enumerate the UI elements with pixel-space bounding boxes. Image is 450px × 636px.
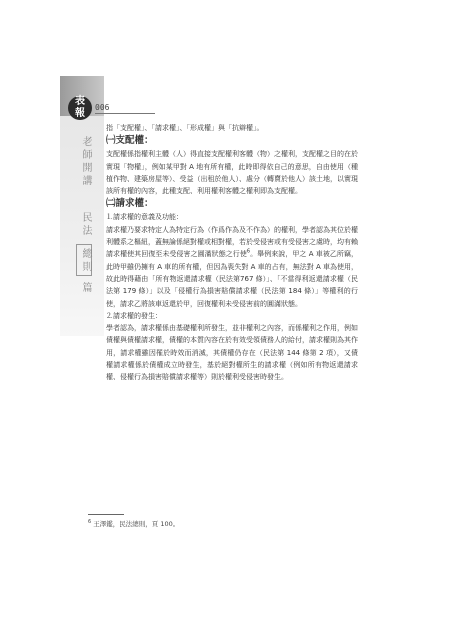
subheading-claim-meaning: ⒈請求權的意義及功能： (106, 213, 183, 222)
intro-line: 指「支配權」、「請求權」、「形成權」與「抗辯權」。 (106, 124, 264, 132)
footnote-text: 王澤鑑，民法總則，頁 100。 (93, 520, 180, 528)
side-label-subject: 民法 (80, 212, 91, 238)
paragraph-claim-meaning-part1: 請求權乃要求特定人為特定行為（作爲作為及不作為）的權利，學者認為其位於權利體系之樞紐，蓋無論係絕對權或相對權，若於受侵害或有受侵害之虞時，均有賴請求權使其回復至未受侵害之圓滿狀態之行使 (106, 225, 358, 259)
paragraph-claim-meaning-part2: 。舉例來說，甲之 A 車被乙所竊，此時甲雖仍擁有 A 車的所有權，但因為喪失對 A 車的占有，無法對 A 車為使用，故此時得藉由「所有物返還請求權（民法第767 條）」、「不當得利返還請求權（民法第 179 條）」以及「侵權行為損害賠償請求權（民法第 184 條）」等權利的行使，請求乙將該車返還於甲，回復權利未受侵害前的圓滿狀態。 (106, 250, 358, 308)
footnote-number: 6 (88, 518, 92, 525)
side-label-series: 老師開講 (80, 136, 91, 188)
logo-char-1: 表 (75, 96, 85, 107)
side-label-part: 篇 (80, 282, 91, 295)
section-heading-claim-right: ㈡請求權： (106, 198, 154, 210)
section-heading-dominion-right: ㈠支配權： (106, 135, 154, 147)
side-label-chapter: 總則 (80, 248, 91, 274)
section-body-dominion-right: 支配權係指權利主體（人）得直接支配權利客體（物）之權利，支配權之目的在於實現「物權」，例如某甲對 A 地有所有權，此時即得依自己的意思，自由使用（種植作物、建築房屋等）、受益（出租於他人）、處分（轉賣於他人）該土地，以實現該所有權的內容，此種支配、利用權利客體之權利即為支配權。 (106, 150, 358, 196)
subheading-claim-origin: ⒉請求權的發生： (106, 311, 162, 320)
paragraph-claim-meaning (106, 224, 358, 310)
header-rule (95, 113, 155, 114)
footnote (88, 519, 179, 528)
footnote-ref: 6 (246, 249, 251, 256)
main-content (106, 122, 358, 384)
page-number: 006 (95, 103, 110, 112)
publisher-logo-icon (68, 96, 92, 120)
paragraph-claim-origin: 學者認為，請求權係由基礎權利所發生，並非權利之內容，而係權利之作用，例如債權與債權請求權，債權的本質內容在於有效受領債務人的給付，請求權則為其作用，請求權雖因罹於時效而消滅，其債權仍存在（民法第 144 條第 2 項），又債權請求權係於債權成立時發生，基於絕對權所生的請求權（例如所有物返還請求權、侵權行為損害賠償請求權等）則於權利受侵害時發生。 (106, 324, 358, 382)
logo-char-2: 報 (75, 108, 85, 119)
footnote-rule (88, 514, 124, 515)
